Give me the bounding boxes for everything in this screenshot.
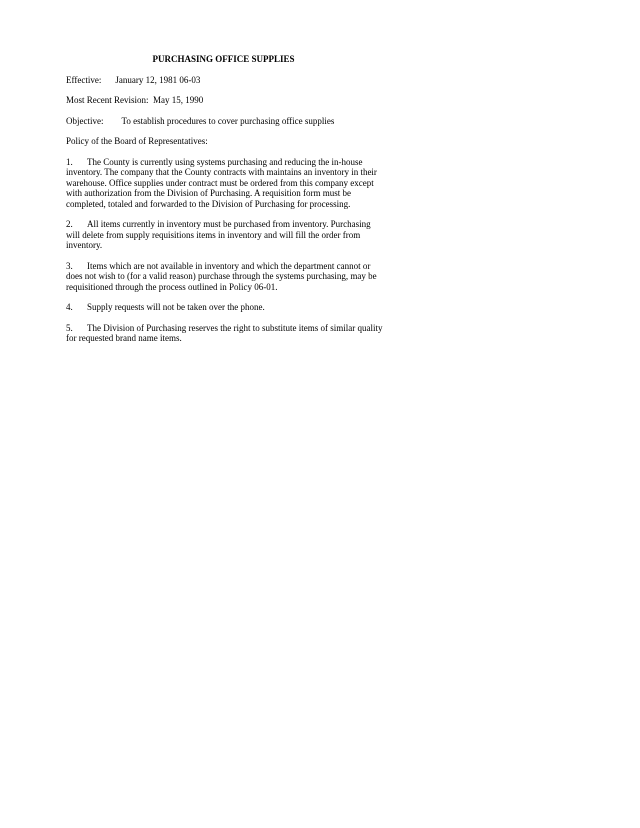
policy-heading: Policy of the Board of Representatives:	[66, 136, 208, 146]
policy-item	[66, 323, 384, 344]
policy-item-text: The Division of Purchasing reserves the right to substitute items of similar quality for requested brand name items.	[66, 322, 383, 343]
objective-label: Objective:	[66, 115, 104, 126]
policy-item-number: 3.	[66, 260, 73, 271]
policy-item-number: 5.	[66, 322, 73, 333]
policy-item-number: 1.	[66, 156, 73, 167]
policy-item-text: Items which are not available in inventory and which the department cannot or does not wish to (for a valid reason) purchase through the systems purchasing, may be requisitioned through the process outlined in Policy 06-01.	[66, 260, 377, 292]
revision-line	[66, 95, 396, 106]
objective-line	[66, 116, 396, 127]
policy-item-number: 4.	[66, 302, 73, 312]
policy-item-text: Supply requests will not be taken over the phone.	[87, 302, 265, 312]
policy-item	[66, 261, 384, 293]
effective-line	[66, 75, 396, 86]
document-body	[66, 54, 396, 354]
effective-value: January 12, 1981 06-03	[115, 74, 201, 85]
document-title: PURCHASING OFFICE SUPPLIES	[152, 54, 295, 64]
revision-value: May 15, 1990	[153, 95, 204, 105]
policy-item	[66, 302, 384, 313]
policy-item-number: 2.	[66, 219, 73, 229]
policy-item-text: The County is currently using systems purchasing and reducing the in-house inventory. The company that the County contracts with maintains an inventory in their warehouse. Office supplies under contract must be ordered from this company except with authorization from the Division of Purchasing. A requisition form must be completed, totaled and forwarded to the Division of Purchasing for processing.	[66, 156, 377, 209]
effective-label: Effective:	[66, 74, 102, 85]
revision-label: Most Recent Revision:	[66, 95, 149, 105]
objective-value: To establish procedures to cover purchasing office supplies	[121, 115, 335, 126]
policy-item	[66, 219, 384, 251]
policy-item	[66, 157, 384, 210]
policy-item-text: All items currently in inventory must be purchased from inventory. Purchasing will delete from supply requisitions items in inventory and will fill the order from inventory.	[66, 219, 371, 250]
